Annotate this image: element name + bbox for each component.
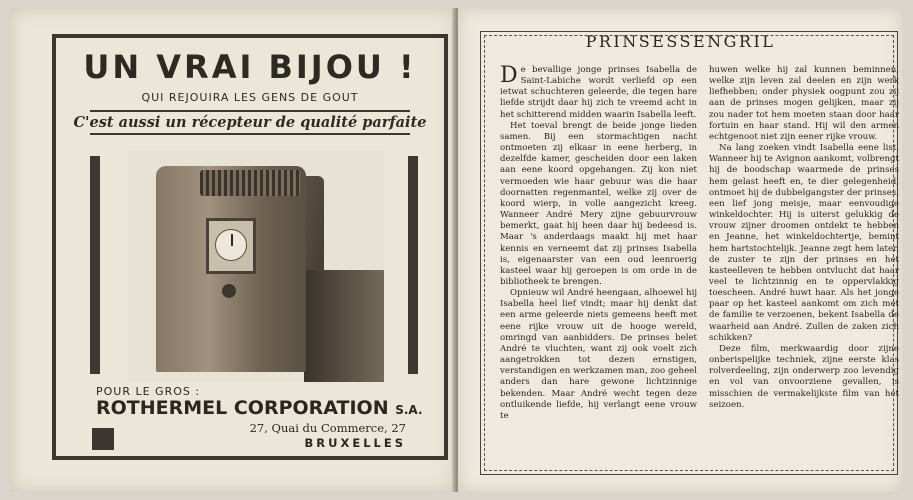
right-page — [458, 8, 903, 492]
ad-rule-top — [90, 110, 410, 112]
article-paragraph: Deze film, merkwaardig door zijne onberispelijke techniek, zijne eerste klas rolverdeeling, zijn onderwerp zoo levendig en vol van onvoorziene gevallen, is misschien de vermakelijkste film van het seizoen. — [709, 343, 899, 410]
article-column-left — [500, 65, 697, 422]
ad-subheadline: QUI REJOUIRA LES GENS DE GOUT — [141, 91, 359, 104]
ad-address — [250, 421, 406, 451]
ad-company-suffix: S.A. — [395, 403, 423, 417]
ad-rule-bottom — [90, 133, 410, 135]
ad-company-name: ROTHERMEL CORPORATION S.A. — [96, 397, 423, 419]
ad-tagline: C'est aussi un récepteur de qualité parfaite — [73, 114, 427, 131]
ad-distributor-label: POUR LE GROS : — [96, 385, 201, 398]
article-paragraph: De bevallige jonge prinses Isabella de Saint-Labiche wordt verliefd op een ietwat schuchteren geleerde, die tegen hare liefde strijdt daar hij zich te vreemd acht in het schitterend midden waarin Isabella leeft. — [500, 63, 697, 120]
radio-cabinet — [156, 166, 306, 372]
radio-shadow — [304, 270, 384, 382]
ad-city: BRUXELLES — [304, 436, 406, 450]
radio-knob — [222, 284, 236, 298]
advertisement-frame — [52, 34, 448, 460]
ad-address-line: 27, Quai du Commerce, 27 — [249, 421, 406, 435]
article-paragraph: Het toeval brengt de beide jonge lieden samen. Bij een stormachtigen nacht ontmoeten zij elkaar in eene herberg, in dezelfde kamer, gescheiden door een laken aan eene koord opgehangen. Zij kon niet vermoeden wie haar gebuur was die haar doornatten regenmantel, welke zij over de koord wierp, in volle aangezicht kreeg. Wanneer André Mery zijne gebuurvrouw bemerkt, gaat hij heen daar hij bedeesd is. Maar 's anderdaags maakt hij met haar kennis en verneemt dat zij prinses Isabella is, eigenaarster van een oud leenroerig kasteel waar hij geroepen is om orde in de bibliotheek te brengen. — [500, 120, 697, 287]
radio-photo — [128, 150, 384, 382]
article-column-right — [709, 65, 899, 411]
radio-grille — [200, 170, 300, 196]
ad-side-bar-left — [90, 156, 100, 374]
ad-side-bar-right — [408, 156, 418, 374]
article-paragraph: huwen welke hij zal kunnen beminnen, welke zijn leven zal deelen en zijn werk liefhebben; onder physiek oogpunt zou zij aan de prinses mogen gelijken, maar zij zou nader tot hem moeten staan door haar fortuin en haar stand. Hij wil den armen echtgenoot niet zijn eener rijke vrouw. — [709, 65, 899, 142]
drop-cap: D — [500, 63, 518, 88]
ad-square-ornament — [92, 428, 114, 450]
ad-headline: UN VRAI BIJOU ! — [83, 48, 417, 86]
clock-icon — [206, 218, 256, 274]
article-title: PRINSESSENGRIL — [585, 32, 776, 51]
article-paragraph: Opnieuw wil André heengaan, alhoewel hij Isabella heel lief vindt; maar hij denkt dat een arme geleerde niets gemeens heeft met eene rijke vrouw uit de hooge wereld, omringd van aanbidders. De prinses belet André te vluchten, want zij ook voelt zich aangetrokken tot dezen ernstigen, verstandigen en werkzamen man, zoo geheel anders dan hare gewone lichtzinnige bekenden. Maar André wecht tegen deze ontluikende liefde, hij verlangt eene vrouw te — [500, 288, 697, 421]
article-paragraph: Na lang zoeken vindt Isabella eene list. Wanneer hij te Avignon aankomt, volbrengt hij de boodschap waarmede de prinses hem gelast heeft en, te dier gelegenheid, ontmoet hij de dubbelgangster der prinses, een lief jong meisje, maar eenvoudige winkeldochter. Hij is uiterst gelukkig de vrouw zijner droomen ontdekt te hebben en Jeanne, het winkeldochtertje, bemint hem hartstochtelijk. Jeanne zegt hem later, de zuster te zijn der prinses en het kasteelleven te hebben ontvlucht dat haar veel te lichtzinnig en te oppervlakkig toescheen. André huwt haar. Als het jonge paar op het kasteel aankomt om zich met de familie te verzoenen, bekent Isabella de waarheid aan André. Zullen de zaken zich schikken? — [709, 143, 899, 343]
left-page — [10, 8, 456, 492]
